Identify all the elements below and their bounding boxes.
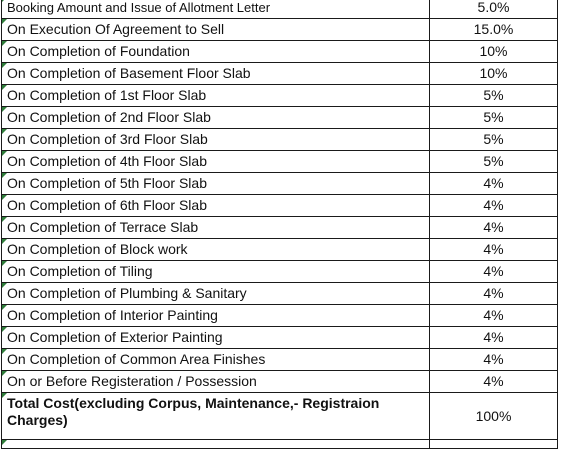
stage-cell: On Completion of Common Area Finishes — [2, 349, 430, 371]
percent-cell: 4% — [430, 195, 558, 217]
stage-cell: On Completion of 6th Floor Slab — [2, 195, 430, 217]
stage-cell: On Completion of 2nd Floor Slab — [2, 107, 430, 129]
percent-cell: 4% — [430, 173, 558, 195]
stage-cell: On Completion of 5th Floor Slab — [2, 173, 430, 195]
percent-cell: 15.0% — [430, 19, 558, 41]
table-row — [2, 85, 558, 107]
table-row — [2, 349, 558, 371]
stage-cell: On Completion of Block work — [2, 239, 430, 261]
total-label: Total Cost(excluding Corpus, Maintenance,- Registraion Charges) — [2, 393, 430, 440]
percent-cell: 4% — [430, 261, 558, 283]
stage-cell-empty — [2, 440, 430, 449]
table-row — [2, 217, 558, 239]
table-row — [2, 41, 558, 63]
percent-cell: 4% — [430, 349, 558, 371]
percent-cell: 5% — [430, 129, 558, 151]
percent-cell: 4% — [430, 327, 558, 349]
table-row — [2, 19, 558, 41]
stage-cell: On Completion of 3rd Floor Slab — [2, 129, 430, 151]
table-row — [2, 305, 558, 327]
percent-cell: 5% — [430, 151, 558, 173]
table-row — [2, 0, 558, 19]
percent-cell: 4% — [430, 305, 558, 327]
payment-schedule-table — [1, 0, 558, 449]
stage-cell: On Completion of Exterior Painting — [2, 327, 430, 349]
table-row — [2, 63, 558, 85]
stage-cell: On Execution Of Agreement to Sell — [2, 19, 430, 41]
percent-cell-empty — [430, 440, 558, 449]
table-row-partial — [2, 440, 558, 449]
percent-cell: 4% — [430, 239, 558, 261]
stage-cell: On or Before Registeration / Possession — [2, 371, 430, 393]
stage-cell: On Completion of Basement Floor Slab — [2, 63, 430, 85]
stage-cell: On Completion of Interior Painting — [2, 305, 430, 327]
total-percent: 100% — [430, 393, 558, 440]
stage-cell: On Completion of Tiling — [2, 261, 430, 283]
table-row — [2, 151, 558, 173]
table-row — [2, 129, 558, 151]
percent-cell: 4% — [430, 217, 558, 239]
percent-cell: 5.0% — [430, 0, 558, 19]
percent-cell: 4% — [430, 283, 558, 305]
table-row — [2, 327, 558, 349]
table-row — [2, 195, 558, 217]
stage-cell: On Completion of Foundation — [2, 41, 430, 63]
table-row — [2, 107, 558, 129]
table-row — [2, 261, 558, 283]
total-row — [2, 393, 558, 440]
stage-cell: On Completion of Plumbing & Sanitary — [2, 283, 430, 305]
stage-cell: On Completion of 1st Floor Slab — [2, 85, 430, 107]
table-row — [2, 283, 558, 305]
stage-cell: Booking Amount and Issue of Allotment Letter — [2, 0, 430, 19]
percent-cell: 10% — [430, 63, 558, 85]
percent-cell: 10% — [430, 41, 558, 63]
percent-cell: 5% — [430, 107, 558, 129]
table-row — [2, 371, 558, 393]
table-row — [2, 239, 558, 261]
percent-cell: 5% — [430, 85, 558, 107]
table-row — [2, 173, 558, 195]
percent-cell: 4% — [430, 371, 558, 393]
stage-cell: On Completion of 4th Floor Slab — [2, 151, 430, 173]
stage-cell: On Completion of Terrace Slab — [2, 217, 430, 239]
